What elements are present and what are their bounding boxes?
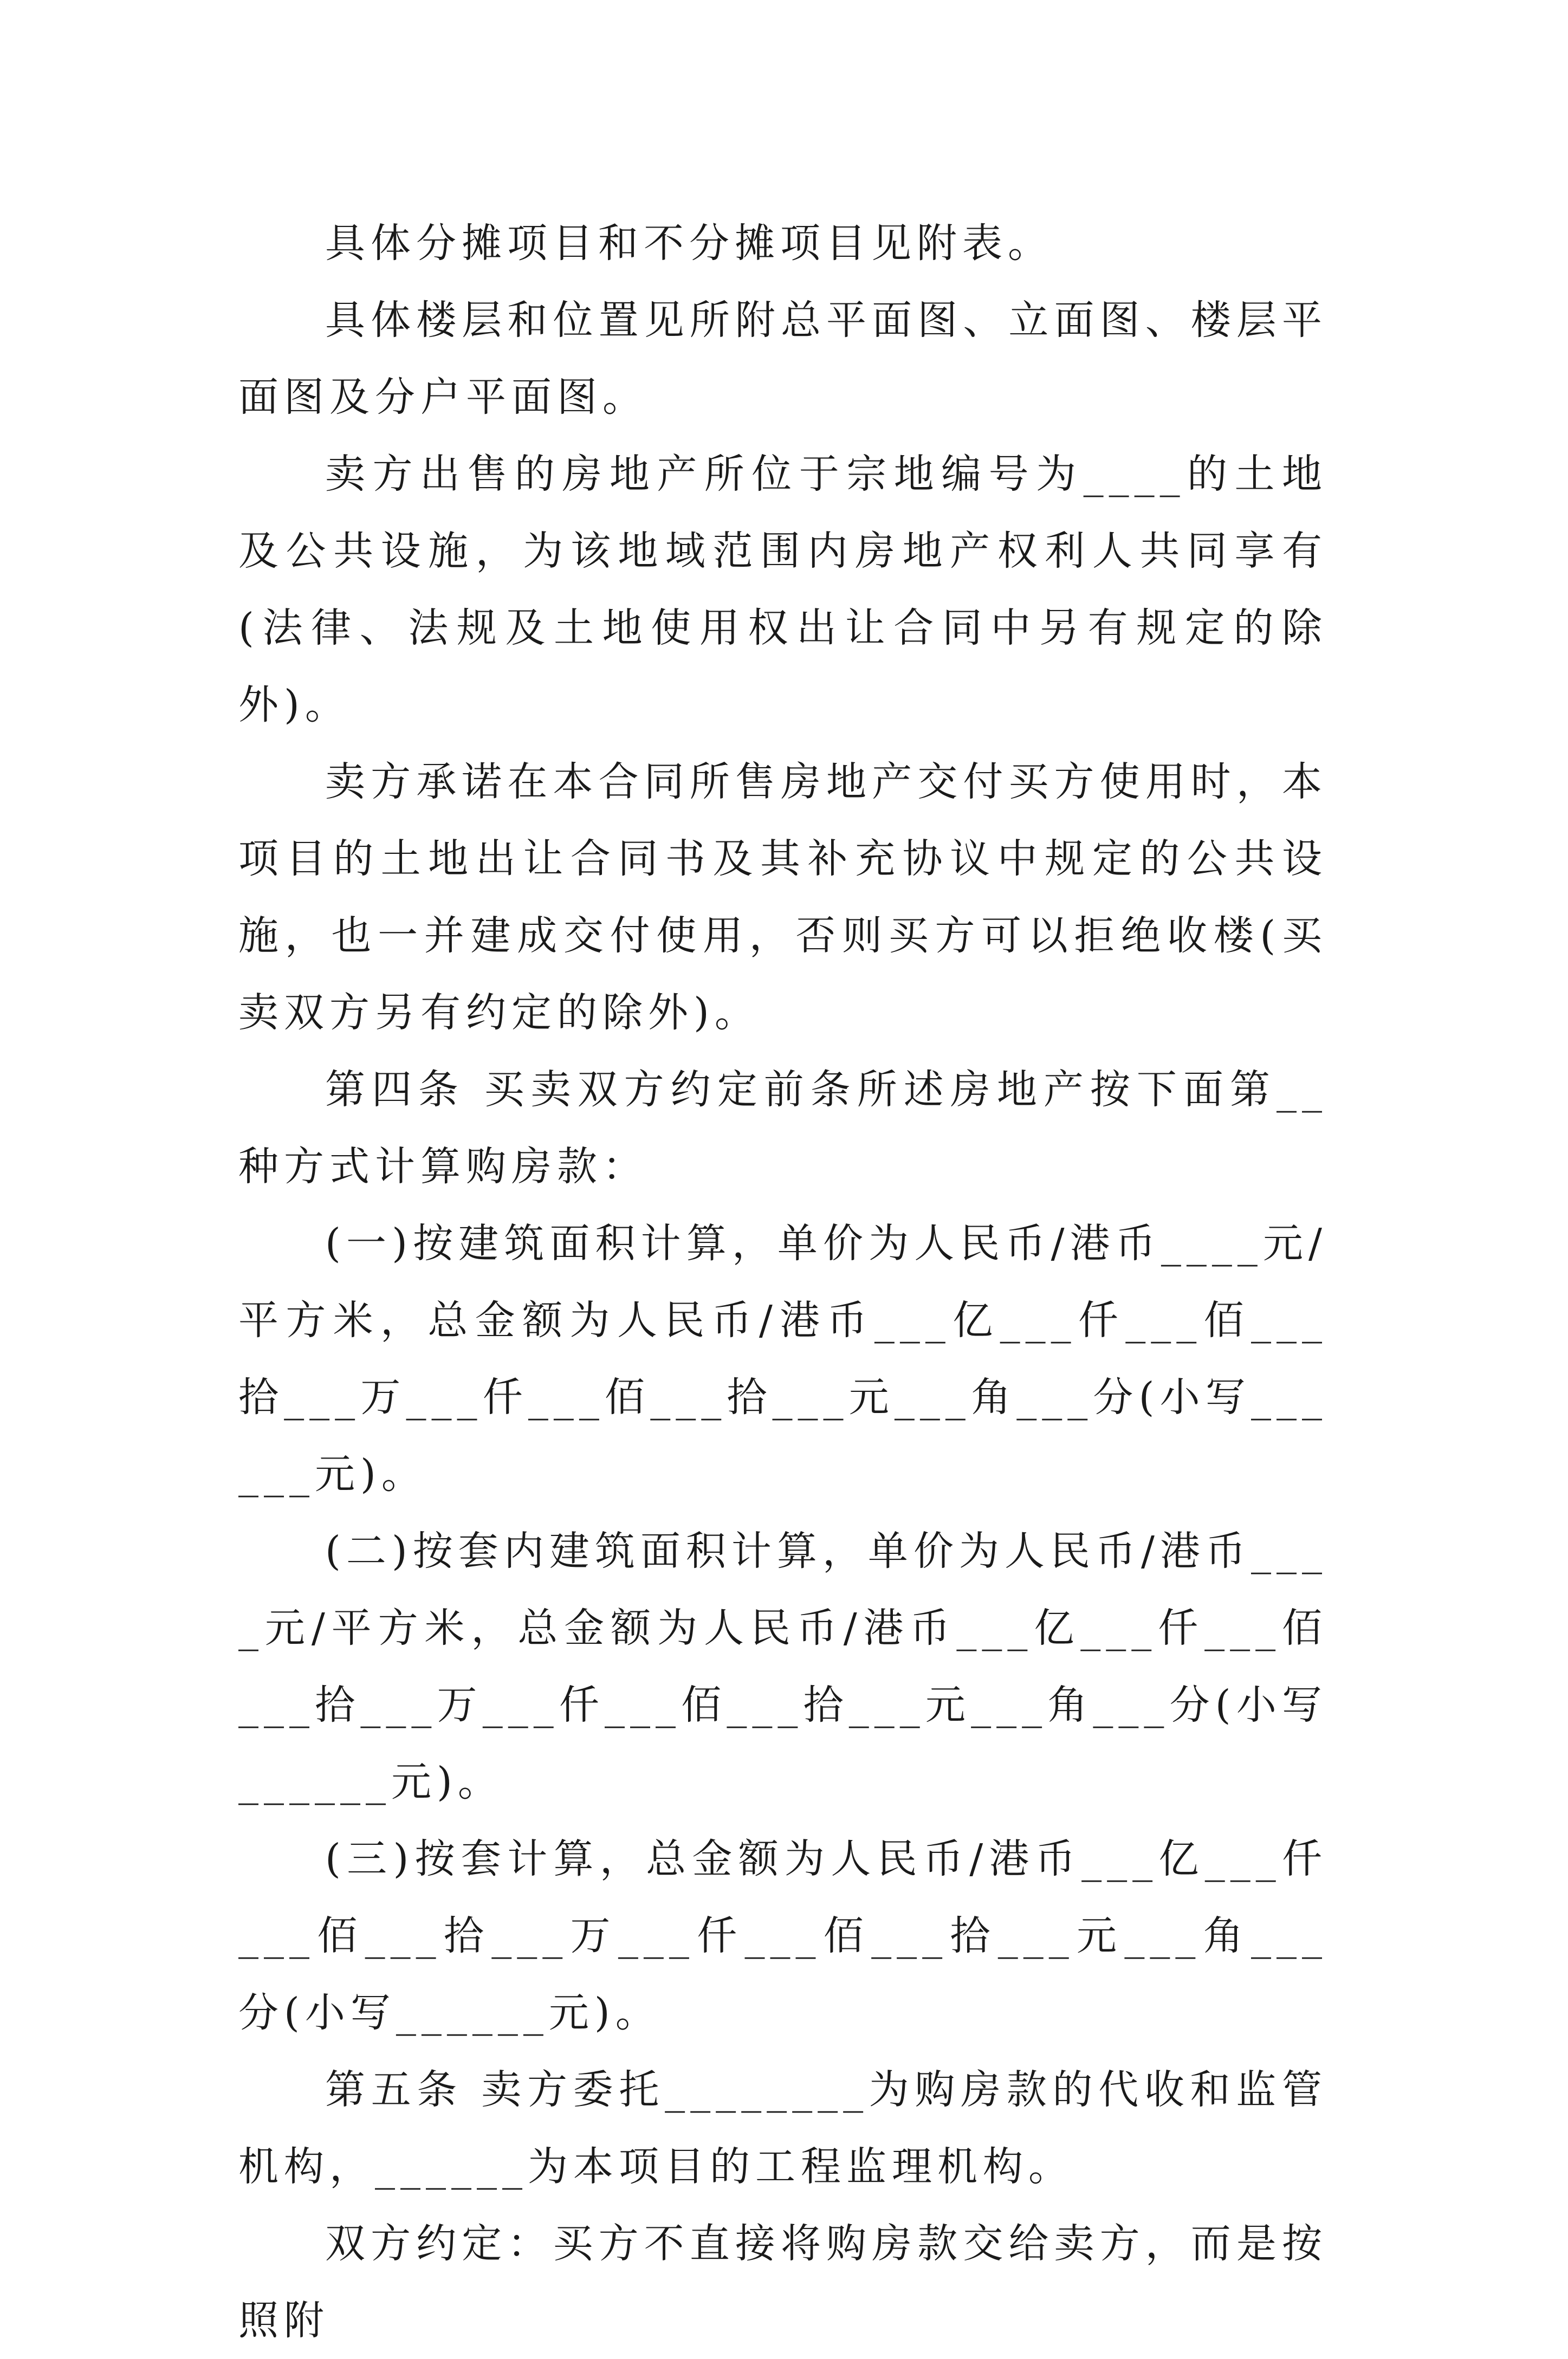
paragraph-apportionment-table: 具体分摊项目和不分摊项目见附表。 <box>325 220 1053 267</box>
paragraph-land-parcel: 卖方出售的房地产所位于宗地编号为____的土地及公共设施，为该地域范围内房地产权利人共同享有(法律、法规及土地使用权出让合同中另有规定的除外)。 <box>238 451 1327 728</box>
paragraph-floor-plans: 具体楼层和位置见所附总平面图、立面图、楼层平面图及分户平面图。 <box>238 297 1327 420</box>
paragraph-method-1: (一)按建筑面积计算，单价为人民币/港币____元/平方米，总金额为人民币/港币___亿___仟___佰___拾___万___仟___佰___拾___元___角___分(小写______元)。 <box>238 1220 1327 1498</box>
paragraph-public-facilities: 卖方承诺在本合同所售房地产交付买方使用时，本项目的土地出让合同书及其补充协议中规定的公共设施，也一并建成交付使用，否则买方可以拒绝收楼(买卖双方另有约定的除外)。 <box>238 759 1327 1036</box>
paragraph-article-4: 第四条 买卖双方约定前条所述房地产按下面第__种方式计算购房款： <box>238 1066 1327 1190</box>
paragraph-agreement: 双方约定：买方不直接将购房款交给卖方，而是按照附 <box>238 2220 1327 2344</box>
paragraph-method-3: (三)按套计算，总金额为人民币/港币___亿___仟___佰___拾___万___仟___佰___拾___元___角___分(小写______元)。 <box>238 1836 1327 2036</box>
paragraph-method-2: (二)按套内建筑面积计算，单价为人民币/港币____元/平方米，总金额为人民币/港币___亿___仟___佰___拾___万___仟___佰___拾___元___角___分(小写______元)。 <box>238 1528 1327 1805</box>
document-body <box>238 205 1327 2359</box>
paragraph-article-5: 第五条 卖方委托________为购房款的代收和监管机构，______为本项目的工程监理机构。 <box>238 2066 1327 2190</box>
